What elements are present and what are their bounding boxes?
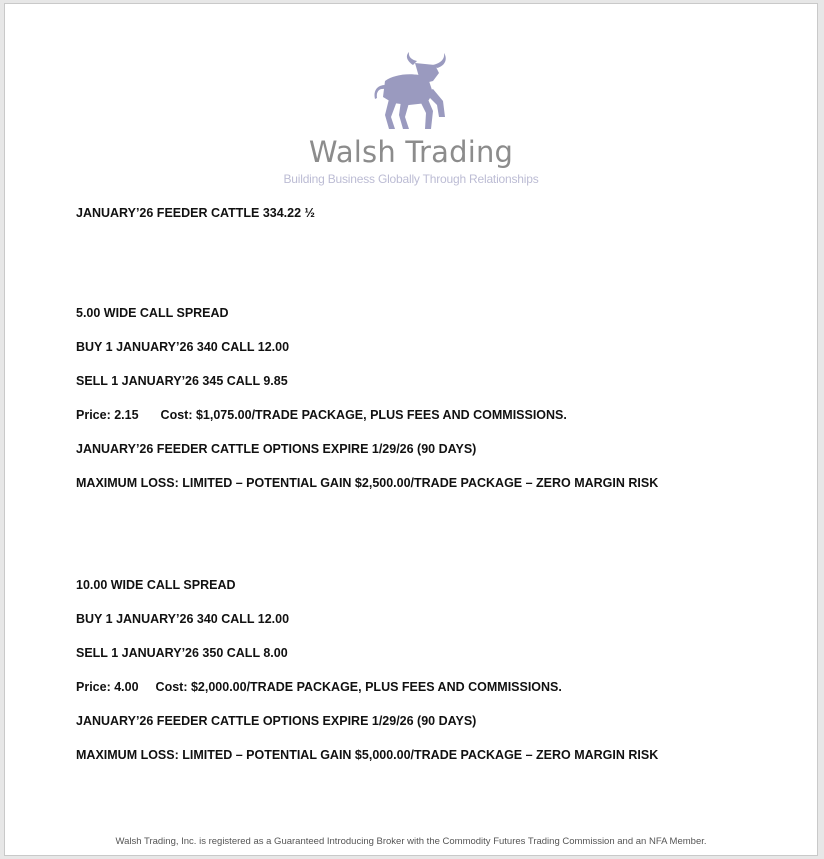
brand-tagline: Building Business Globally Through Relationships xyxy=(283,172,539,186)
spread1-cost: Cost: $1,075.00/TRADE PACKAGE, PLUS FEES AND COMMISSIONS. xyxy=(160,408,567,422)
document-page xyxy=(4,3,818,856)
spread1-price-cost xyxy=(76,408,567,422)
spread2-risk: MAXIMUM LOSS: LIMITED – POTENTIAL GAIN $5,000.00/TRADE PACKAGE – ZERO MARGIN RISK xyxy=(76,748,659,762)
spread1-risk: MAXIMUM LOSS: LIMITED – POTENTIAL GAIN $2,500.00/TRADE PACKAGE – ZERO MARGIN RISK xyxy=(76,476,659,490)
bull-icon xyxy=(363,51,459,131)
spread2-sell: SELL 1 JANUARY’26 350 CALL 8.00 xyxy=(76,646,288,660)
spread1-price: Price: 2.15 xyxy=(76,408,139,422)
spread1-title: 5.00 WIDE CALL SPREAD xyxy=(76,306,229,320)
company-logo xyxy=(5,51,817,186)
spread1-buy: BUY 1 JANUARY’26 340 CALL 12.00 xyxy=(76,340,290,354)
spread1-expiry: JANUARY’26 FEEDER CATTLE OPTIONS EXPIRE 1/29/26 (90 DAYS) xyxy=(76,442,477,456)
futures-price-line: JANUARY’26 FEEDER CATTLE 334.22 ½ xyxy=(76,206,315,220)
spread2-title: 10.00 WIDE CALL SPREAD xyxy=(76,578,236,592)
spread1-sell: SELL 1 JANUARY’26 345 CALL 9.85 xyxy=(76,374,288,388)
spread2-price-cost xyxy=(76,680,562,694)
spread2-price: Price: 4.00 xyxy=(76,680,139,694)
spread2-expiry: JANUARY’26 FEEDER CATTLE OPTIONS EXPIRE 1/29/26 (90 DAYS) xyxy=(76,714,477,728)
spread2-buy: BUY 1 JANUARY’26 340 CALL 12.00 xyxy=(76,612,290,626)
regulatory-footer: Walsh Trading, Inc. is registered as a Guaranteed Introducing Broker with the Commodity Futures Trading Commission and an NFA Member. xyxy=(115,836,707,847)
spread2-cost: Cost: $2,000.00/TRADE PACKAGE, PLUS FEES AND COMMISSIONS. xyxy=(155,680,562,694)
brand-name: Walsh Trading xyxy=(308,135,514,169)
